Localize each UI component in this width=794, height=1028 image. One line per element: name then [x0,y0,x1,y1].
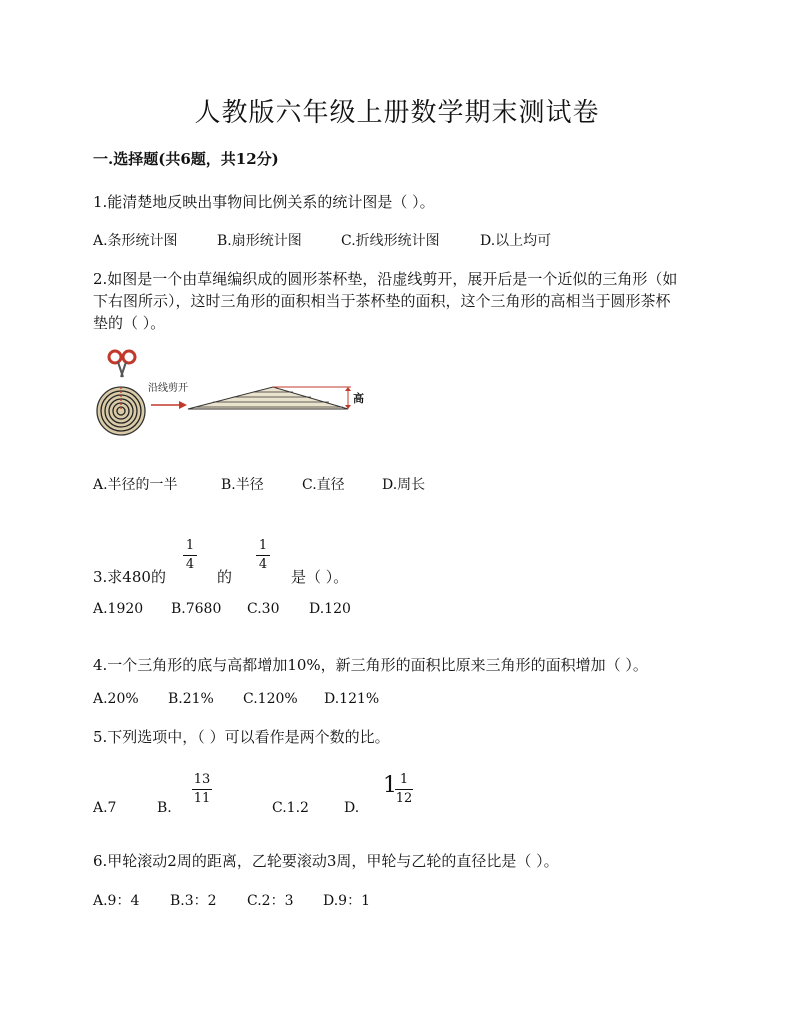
coaster-concentric-circles [97,387,145,435]
scissors-icon [109,351,135,377]
question-5-option-d: D. [344,800,360,816]
fraction-denominator: 4 [185,557,195,572]
question-3-option-c: C.30 [247,601,280,617]
question-6-option-d: D.9：1 [323,893,370,909]
question-1-option-b: B.扇形统计图 [217,233,302,249]
question-2-stem-line-1: 2.如图是一个由草绳编织成的圆形茶杯垫，沿虚线剪开，展开后是一个近似的三角形（如 [93,270,678,288]
question-4-option-c: C.120% [243,691,298,707]
question-1-option-a: A.条形统计图 [93,233,178,249]
fraction-bar [395,789,413,790]
fraction-numerator: 1 [399,772,409,787]
question-4-option-b: B.21% [168,691,214,707]
unrolled-triangle [188,387,348,409]
question-3-mid: 的 [217,568,233,586]
question-2-option-a: A.半径的一半 [93,477,178,493]
question-4-stem: 4.一个三角形的底与高都增加10%，新三角形的面积比原来三角形的面积增加（ ）。 [93,656,648,674]
question-6-option-a: A.9：4 [93,893,140,909]
question-2-figure [93,345,373,440]
height-label: 高 [353,392,364,405]
question-5-option-a: A.7 [93,800,117,816]
question-3-fraction-2 [256,538,270,573]
fraction-denominator: 4 [258,557,268,572]
fraction-bar [256,555,270,556]
fraction-numerator: 13 [193,772,211,787]
fraction-denominator: 11 [193,791,211,806]
page-title: 人教版六年级上册数学期末测试卷 [194,98,600,128]
question-5-mixed-fraction [395,772,413,807]
question-6-option-b: B.3：2 [170,893,217,909]
question-5-option-c: C.1.2 [272,800,309,816]
question-2-option-c: C.直径 [302,477,345,493]
question-5-mixed-whole: 1 [383,773,397,798]
fraction-denominator: 12 [395,791,413,806]
question-3-prefix: 3.求480的 [93,568,166,586]
cut-label: 沿线剪开 [148,383,188,394]
question-1-option-d: D.以上均可 [480,233,552,249]
question-5-option-b: B. [157,800,172,816]
question-5-fraction-b [192,772,212,807]
question-4-option-a: A.20% [93,691,139,707]
question-4-option-d: D.121% [324,691,380,707]
arrow-icon [151,401,187,409]
question-3-option-d: D.120 [309,601,351,617]
fraction-bar [192,789,212,790]
fraction-numerator: 1 [185,538,195,553]
question-1-option-c: C.折线形统计图 [341,233,440,249]
question-6-option-c: C.2：3 [247,893,294,909]
question-1-stem: 1.能清楚地反映出事物间比例关系的统计图是（ ）。 [93,193,435,211]
question-6-stem: 6.甲轮滚动2周的距离，乙轮要滚动3周，甲轮与乙轮的直径比是（ ）。 [93,852,559,870]
question-2-stem-line-2: 下右图所示），这时三角形的面积相当于茶杯垫的面积，这个三角形的高相当于圆形茶杯 [93,292,671,310]
question-3-option-a: A.1920 [93,601,144,617]
question-5-stem: 5.下列选项中，（ ）可以看作是两个数的比。 [93,728,390,746]
question-3-suffix: 是（ ）。 [291,568,349,586]
question-3-option-b: B.7680 [171,601,222,617]
question-2-stem-line-3: 垫的（ ）。 [93,314,166,332]
question-2-option-b: B.半径 [221,477,264,493]
question-3-fraction-1 [183,538,197,573]
fraction-bar [183,555,197,556]
section-heading: 一.选择题(共6题，共12分) [93,150,279,168]
question-2-option-d: D.周长 [382,477,426,493]
fraction-numerator: 1 [258,538,268,553]
